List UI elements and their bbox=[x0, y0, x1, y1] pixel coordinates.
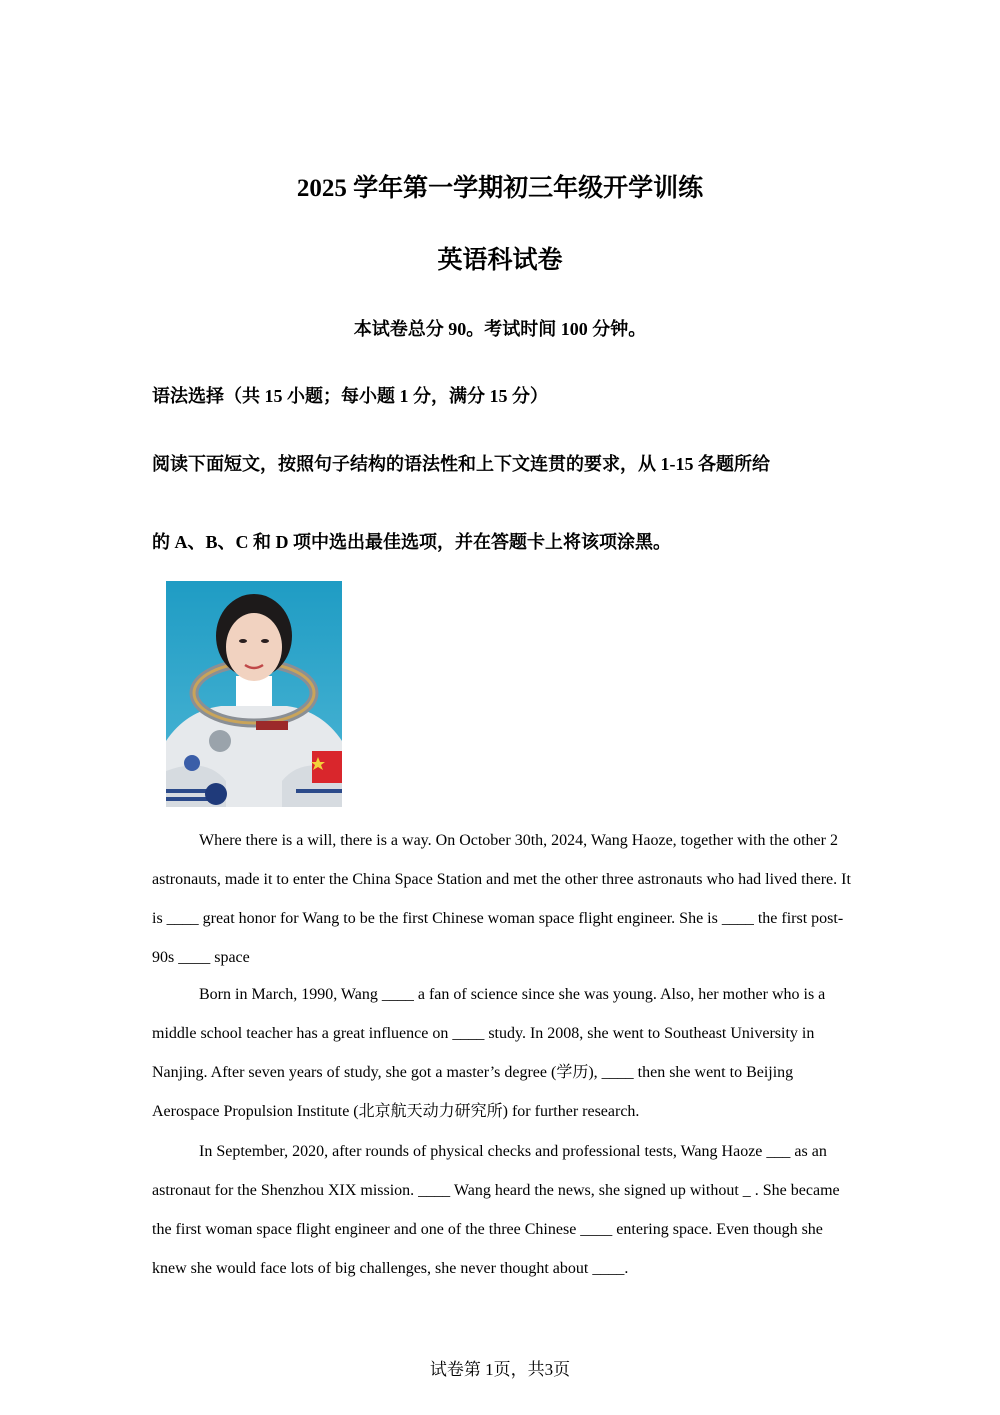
page-subtitle: 英语科试卷 bbox=[437, 247, 563, 274]
score-note: 本试卷总分 90。考试时间 100 分钟。 bbox=[353, 319, 647, 339]
section-heading: 语法选择（共 15 小题；每小题 1 分，满分 15 分） bbox=[152, 386, 548, 406]
passage-paragraph-3 bbox=[152, 1132, 852, 1288]
passage-paragraph-2-text: Born in March, 1990, Wang ____ a fan of science since she was young. Also, her mother who is a middle school teacher has a great influence on ____ study. In 2008, she went to Southeast University in Nanjing. After seven years of study, she got a master’s degree (学历), ____ then she went to Beijing Aerospace Propulsion Institute (北京航天动力研究所) for further research. bbox=[152, 986, 826, 1120]
page-title: 2025 学年第一学期初三年级开学训练 bbox=[296, 175, 704, 202]
passage-paragraph-1-text: Where there is a will, there is a way. On October 30th, 2024, Wang Haoze, together with the other 2 astronauts, made it to enter the China Space Station and met the other three astronauts who had lived there. It is ____ great honor for Wang to be the first Chinese woman space flight engineer. She is ____ the first post-90s ____ space bbox=[152, 832, 851, 966]
astronaut-photo bbox=[166, 581, 342, 807]
instruction-line-2: 的 A、B、C 和 D 项中选出最佳选项，并在答题卡上将该项涂黑。 bbox=[152, 532, 672, 552]
passage-paragraph-3-text: In September, 2020, after rounds of physical checks and professional tests, Wang Haoze ___ as an astronaut for the Shenzhou XIX mission. ____ Wang heard the news, she signed up without _ . She became the first woman space flight engineer and one of the three Chinese ____ entering space. Even though she knew she would face lots of big challenges, she never thought about ____. bbox=[152, 1143, 840, 1277]
instruction-line-1: 阅读下面短文，按照句子结构的语法性和上下文连贯的要求，从 1-15 各题所给 bbox=[152, 454, 770, 474]
passage-paragraph-2 bbox=[152, 975, 852, 1131]
passage-paragraph-1 bbox=[152, 821, 852, 977]
page-footer: 试卷第 1页，共3页 bbox=[429, 1360, 571, 1379]
